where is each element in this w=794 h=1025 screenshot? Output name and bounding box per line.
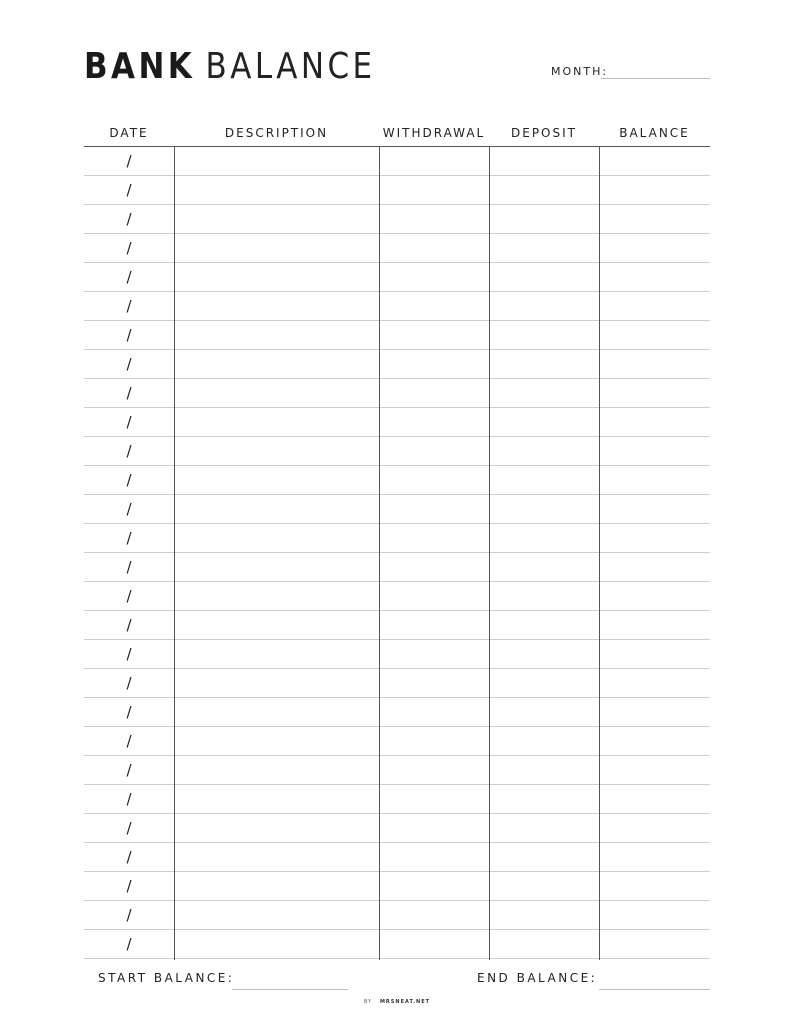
deposit-cell[interactable]	[489, 379, 599, 407]
deposit-cell[interactable]	[489, 698, 599, 726]
description-cell[interactable]	[174, 843, 379, 871]
description-cell[interactable]	[174, 176, 379, 204]
description-cell[interactable]	[174, 930, 379, 958]
table-row	[84, 814, 710, 843]
table-row	[84, 785, 710, 814]
deposit-cell[interactable]	[489, 205, 599, 233]
balance-cell[interactable]	[599, 872, 710, 900]
withdrawal-cell[interactable]	[379, 814, 489, 842]
table-row	[84, 930, 710, 959]
description-cell[interactable]	[174, 321, 379, 349]
table-row	[84, 176, 710, 205]
table-row	[84, 292, 710, 321]
column-divider	[379, 147, 380, 960]
withdrawal-cell[interactable]	[379, 466, 489, 494]
withdrawal-cell[interactable]	[379, 901, 489, 929]
date-cell[interactable]: /	[126, 674, 132, 692]
date-cell[interactable]: /	[126, 181, 132, 199]
withdrawal-cell[interactable]	[379, 205, 489, 233]
balance-cell[interactable]	[599, 785, 710, 813]
description-cell[interactable]	[174, 205, 379, 233]
table-row	[84, 872, 710, 901]
withdrawal-cell[interactable]	[379, 495, 489, 523]
withdrawal-cell[interactable]	[379, 292, 489, 320]
table-row	[84, 466, 710, 495]
date-cell[interactable]: /	[126, 819, 132, 837]
withdrawal-cell[interactable]	[379, 785, 489, 813]
description-cell[interactable]	[174, 640, 379, 668]
table-row	[84, 669, 710, 698]
withdrawal-cell[interactable]	[379, 553, 489, 581]
withdrawal-cell[interactable]	[379, 698, 489, 726]
description-cell[interactable]	[174, 756, 379, 784]
description-cell[interactable]	[174, 234, 379, 262]
withdrawal-cell[interactable]	[379, 524, 489, 552]
table-row	[84, 524, 710, 553]
column-header-deposit: DEPOSIT	[511, 126, 577, 140]
deposit-cell[interactable]	[489, 727, 599, 755]
column-divider	[599, 147, 600, 960]
deposit-cell[interactable]	[489, 263, 599, 291]
balance-cell[interactable]	[599, 930, 710, 958]
date-cell[interactable]: /	[126, 268, 132, 286]
date-cell[interactable]: /	[126, 210, 132, 228]
start-balance-label: START BALANCE:	[98, 971, 235, 985]
withdrawal-cell[interactable]	[379, 147, 489, 175]
credit-text	[0, 999, 794, 1005]
credit-prefix: BY	[363, 999, 373, 1005]
deposit-cell[interactable]	[489, 756, 599, 784]
description-cell[interactable]	[174, 437, 379, 465]
deposit-cell[interactable]	[489, 611, 599, 639]
description-cell[interactable]	[174, 698, 379, 726]
deposit-cell[interactable]	[489, 234, 599, 262]
date-cell[interactable]: /	[126, 877, 132, 895]
deposit-cell[interactable]	[489, 176, 599, 204]
deposit-cell[interactable]	[489, 930, 599, 958]
description-cell[interactable]	[174, 350, 379, 378]
month-label: MONTH:	[551, 65, 609, 78]
description-cell[interactable]	[174, 524, 379, 552]
balance-cell[interactable]	[599, 263, 710, 291]
description-cell[interactable]	[174, 466, 379, 494]
table-row	[84, 640, 710, 669]
date-cell[interactable]: /	[126, 471, 132, 489]
description-cell[interactable]	[174, 495, 379, 523]
date-cell[interactable]: /	[126, 500, 132, 518]
balance-cell[interactable]	[599, 524, 710, 552]
table-row	[84, 756, 710, 785]
balance-cell[interactable]	[599, 756, 710, 784]
balance-cell[interactable]	[599, 814, 710, 842]
balance-cell[interactable]	[599, 466, 710, 494]
description-cell[interactable]	[174, 611, 379, 639]
column-header-withdrawal: WITHDRAWAL	[382, 126, 486, 140]
table-row	[84, 901, 710, 930]
description-cell[interactable]	[174, 263, 379, 291]
balance-cell[interactable]	[599, 205, 710, 233]
withdrawal-cell[interactable]	[379, 408, 489, 436]
date-cell[interactable]: /	[126, 239, 132, 257]
withdrawal-cell[interactable]	[379, 669, 489, 697]
balance-cell[interactable]	[599, 495, 710, 523]
date-cell[interactable]: /	[126, 790, 132, 808]
table-row	[84, 495, 710, 524]
description-cell[interactable]	[174, 669, 379, 697]
date-cell[interactable]: /	[126, 935, 132, 953]
date-cell[interactable]: /	[126, 645, 132, 663]
description-cell[interactable]	[174, 408, 379, 436]
description-cell[interactable]	[174, 379, 379, 407]
date-cell[interactable]: /	[126, 616, 132, 634]
column-divider	[489, 147, 490, 960]
balance-cell[interactable]	[599, 379, 710, 407]
withdrawal-cell[interactable]	[379, 611, 489, 639]
date-cell[interactable]: /	[126, 529, 132, 547]
withdrawal-cell[interactable]	[379, 640, 489, 668]
date-cell[interactable]: /	[126, 152, 132, 170]
description-cell[interactable]	[174, 785, 379, 813]
column-header-description: DESCRIPTION	[224, 126, 329, 140]
title-light-word: BALANCE	[205, 46, 376, 87]
deposit-cell[interactable]	[489, 553, 599, 581]
balance-cell[interactable]	[599, 292, 710, 320]
credit-site: MRSNEAT.NET	[379, 999, 431, 1005]
table-row	[84, 205, 710, 234]
balance-cell[interactable]	[599, 234, 710, 262]
title-bold-word: BANK	[84, 46, 196, 87]
description-cell[interactable]	[174, 582, 379, 610]
date-cell[interactable]: /	[126, 587, 132, 605]
balance-table	[84, 120, 710, 959]
deposit-cell[interactable]	[489, 872, 599, 900]
balance-cell[interactable]	[599, 640, 710, 668]
balance-cell[interactable]	[599, 727, 710, 755]
date-cell[interactable]: /	[126, 297, 132, 315]
date-cell[interactable]: /	[126, 906, 132, 924]
column-header-date: DATE	[109, 126, 149, 140]
description-cell[interactable]	[174, 872, 379, 900]
date-cell[interactable]: /	[126, 326, 132, 344]
description-cell[interactable]	[174, 147, 379, 175]
description-cell[interactable]	[174, 814, 379, 842]
balance-cell[interactable]	[599, 611, 710, 639]
date-cell[interactable]: /	[126, 732, 132, 750]
date-cell[interactable]: /	[126, 703, 132, 721]
date-cell[interactable]: /	[126, 558, 132, 576]
withdrawal-cell[interactable]	[379, 321, 489, 349]
withdrawal-cell[interactable]	[379, 843, 489, 871]
deposit-cell[interactable]	[489, 408, 599, 436]
table-row	[84, 698, 710, 727]
deposit-cell[interactable]	[489, 147, 599, 175]
balance-cell[interactable]	[599, 669, 710, 697]
month-field-line[interactable]	[601, 78, 710, 79]
date-cell[interactable]: /	[126, 848, 132, 866]
withdrawal-cell[interactable]	[379, 437, 489, 465]
table-row	[84, 843, 710, 872]
deposit-cell[interactable]	[489, 321, 599, 349]
deposit-cell[interactable]	[489, 292, 599, 320]
column-divider	[174, 147, 175, 960]
end-balance-field-line[interactable]	[599, 989, 710, 990]
description-cell[interactable]	[174, 553, 379, 581]
deposit-cell[interactable]	[489, 466, 599, 494]
withdrawal-cell[interactable]	[379, 234, 489, 262]
balance-cell[interactable]	[599, 321, 710, 349]
description-cell[interactable]	[174, 292, 379, 320]
balance-cell[interactable]	[599, 553, 710, 581]
table-row	[84, 350, 710, 379]
table-row	[84, 582, 710, 611]
table-row	[84, 379, 710, 408]
table-row	[84, 321, 710, 350]
page-title	[84, 46, 376, 88]
balance-cell[interactable]	[599, 843, 710, 871]
deposit-cell[interactable]	[489, 785, 599, 813]
withdrawal-cell[interactable]	[379, 379, 489, 407]
deposit-cell[interactable]	[489, 640, 599, 668]
table-row	[84, 727, 710, 756]
deposit-cell[interactable]	[489, 437, 599, 465]
balance-cell[interactable]	[599, 350, 710, 378]
withdrawal-cell[interactable]	[379, 263, 489, 291]
deposit-cell[interactable]	[489, 843, 599, 871]
table-body	[84, 147, 710, 959]
balance-cell[interactable]	[599, 147, 710, 175]
table-row	[84, 234, 710, 263]
table-row	[84, 611, 710, 640]
date-cell[interactable]: /	[126, 761, 132, 779]
date-cell[interactable]: /	[126, 355, 132, 373]
table-row	[84, 437, 710, 466]
table-row	[84, 553, 710, 582]
withdrawal-cell[interactable]	[379, 176, 489, 204]
deposit-cell[interactable]	[489, 524, 599, 552]
description-cell[interactable]	[174, 901, 379, 929]
balance-cell[interactable]	[599, 437, 710, 465]
balance-cell[interactable]	[599, 408, 710, 436]
date-cell[interactable]: /	[126, 442, 132, 460]
balance-cell[interactable]	[599, 901, 710, 929]
start-balance-field-line[interactable]	[232, 989, 348, 990]
deposit-cell[interactable]	[489, 495, 599, 523]
deposit-cell[interactable]	[489, 582, 599, 610]
deposit-cell[interactable]	[489, 350, 599, 378]
deposit-cell[interactable]	[489, 814, 599, 842]
table-header	[84, 120, 710, 147]
withdrawal-cell[interactable]	[379, 872, 489, 900]
deposit-cell[interactable]	[489, 901, 599, 929]
table-row	[84, 147, 710, 176]
table-row	[84, 263, 710, 292]
date-cell[interactable]: /	[126, 413, 132, 431]
balance-cell[interactable]	[599, 582, 710, 610]
description-cell[interactable]	[174, 727, 379, 755]
column-header-balance: BALANCE	[619, 126, 690, 140]
balance-cell[interactable]	[599, 698, 710, 726]
withdrawal-cell[interactable]	[379, 582, 489, 610]
withdrawal-cell[interactable]	[379, 756, 489, 784]
balance-cell[interactable]	[599, 176, 710, 204]
table-row	[84, 408, 710, 437]
withdrawal-cell[interactable]	[379, 727, 489, 755]
deposit-cell[interactable]	[489, 669, 599, 697]
end-balance-label: END BALANCE:	[477, 971, 598, 985]
withdrawal-cell[interactable]	[379, 350, 489, 378]
date-cell[interactable]: /	[126, 384, 132, 402]
withdrawal-cell[interactable]	[379, 930, 489, 958]
